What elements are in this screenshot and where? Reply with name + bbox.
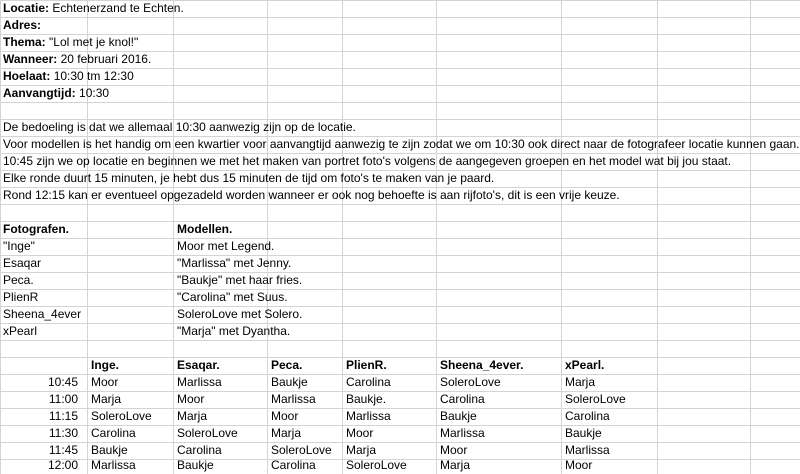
fotograaf-cell[interactable]: PlienR [3, 290, 39, 304]
schedule-cell[interactable]: Marja [346, 443, 377, 457]
schedule-cell[interactable]: Marlissa [91, 458, 136, 472]
thema-value: "Lol met je knol!" [49, 35, 139, 49]
schedule-cell[interactable]: Baukje. [346, 392, 387, 406]
schedule-cell[interactable]: Carolina [565, 409, 610, 423]
schedule-cell[interactable]: SoleroLove [565, 392, 626, 406]
schedule-cell[interactable]: Baukje [440, 409, 477, 423]
schedule-cell[interactable]: Moor [91, 375, 119, 389]
schedule-cell[interactable]: Marja [440, 458, 471, 472]
fotograaf-cell[interactable]: Sheena_4ever [3, 307, 82, 321]
fotografen-header[interactable]: Fotografen. [3, 222, 69, 236]
aanvangtijd-label: Aanvangtijd: [3, 86, 76, 100]
schedule-column-header[interactable]: Esaqar. [177, 358, 220, 372]
grid-line [750, 0, 751, 474]
schedule-cell[interactable]: Carolina [346, 375, 391, 389]
cell-aanvangtijd[interactable] [3, 85, 109, 102]
model-cell[interactable]: SoleroLove met Solero. [177, 307, 303, 321]
schedule-cell[interactable]: Baukje [271, 375, 308, 389]
schedule-column-header[interactable]: PlienR. [346, 358, 387, 372]
grid-line [436, 0, 437, 474]
wanneer-value: 20 februari 2016. [60, 52, 152, 66]
schedule-cell[interactable]: Marja [177, 409, 208, 423]
grid-line [173, 0, 174, 474]
model-cell[interactable]: "Baukje" met haar fries. [177, 273, 303, 287]
thema-label: Thema: [3, 35, 46, 49]
cell-wanneer[interactable] [3, 51, 151, 68]
grid-line [561, 0, 562, 474]
wanneer-label: Wanneer: [3, 52, 58, 66]
model-cell[interactable]: "Marlissa" met Jenny. [177, 256, 292, 270]
hoelaat-value: 10:30 tm 12:30 [53, 69, 134, 83]
schedule-cell[interactable]: Baukje [177, 458, 214, 472]
cell-hoelaat[interactable] [3, 68, 134, 85]
grid-line [657, 0, 658, 474]
locatie-value: Echtenerzand te Echten. [52, 1, 184, 15]
schedule-time[interactable]: 11:15 [48, 409, 78, 423]
schedule-cell[interactable]: Baukje [565, 426, 602, 440]
cell-thema[interactable] [3, 34, 138, 51]
adres-label: Adres: [3, 18, 42, 32]
grid-line [342, 0, 343, 474]
schedule-column-header[interactable]: Peca. [271, 358, 303, 372]
schedule-cell[interactable]: Marja [91, 392, 122, 406]
schedule-column-header[interactable]: xPearl. [565, 358, 605, 372]
schedule-cell[interactable]: Moor [565, 458, 593, 472]
schedule-time[interactable]: 11:45 [48, 443, 78, 457]
schedule-time[interactable]: 12:00 [47, 458, 78, 472]
schedule-cell[interactable]: Carolina [91, 426, 136, 440]
modellen-header[interactable]: Modellen. [177, 222, 233, 236]
schedule-cell[interactable]: Carolina [440, 392, 485, 406]
schedule-cell[interactable]: Carolina [177, 443, 222, 457]
schedule-cell[interactable]: SoleroLove [177, 426, 238, 440]
cell-locatie[interactable] [3, 0, 184, 17]
schedule-cell[interactable]: Moor [346, 426, 374, 440]
fotograaf-cell[interactable]: Peca. [3, 273, 34, 287]
fotograaf-cell[interactable]: xPearl [3, 324, 38, 338]
schedule-cell[interactable]: Marja [565, 375, 596, 389]
schedule-column-header[interactable]: Inge. [91, 358, 120, 372]
paragraph-3[interactable]: 10:45 zijn we op locatie en beginnen we met het maken van portret foto's volgens de aangegeven groepen en het model wat bij jou staat. [3, 154, 732, 168]
paragraph-1[interactable]: De bedoeling is dat we allemaal 10:30 aanwezig zijn op de locatie. [3, 120, 356, 134]
schedule-time[interactable]: 10:45 [47, 375, 78, 389]
schedule-cell[interactable]: Marlissa [440, 426, 485, 440]
schedule-cell[interactable]: Marlissa [565, 443, 610, 457]
schedule-cell[interactable]: Moor [271, 409, 299, 423]
grid-line [267, 0, 268, 474]
schedule-cell[interactable]: Carolina [271, 458, 316, 472]
schedule-cell[interactable]: Moor [440, 443, 468, 457]
schedule-cell[interactable]: SoleroLove [91, 409, 152, 423]
schedule-cell[interactable]: Moor [177, 392, 205, 406]
cell-adres[interactable] [3, 17, 41, 34]
paragraph-4[interactable]: Elke ronde duurt 15 minuten, je hebt dus 15 minuten de tijd om foto's te maken van je paard. [3, 171, 495, 185]
locatie-label: Locatie: [3, 1, 50, 15]
schedule-column-header[interactable]: Sheena_4ever. [440, 358, 524, 372]
schedule-cell[interactable]: Marlissa [177, 375, 222, 389]
model-cell[interactable]: "Carolina" met Suus. [177, 290, 288, 304]
schedule-cell[interactable]: Marlissa [346, 409, 391, 423]
hoelaat-label: Hoelaat: [3, 69, 51, 83]
model-cell[interactable]: Moor met Legend. [177, 239, 275, 253]
fotograaf-cell[interactable]: "Inge" [3, 239, 35, 253]
schedule-cell[interactable]: SoleroLove [271, 443, 332, 457]
aanvangtijd-value: 10:30 [79, 86, 110, 100]
paragraph-5[interactable]: Rond 12:15 kan er eventueel opgezadeld worden wanneer er ook nog behoefte is aan rijfoto's, dit is een vrije keuze. [3, 188, 620, 202]
schedule-cell[interactable]: Marlissa [271, 392, 316, 406]
model-cell[interactable]: "Marja" met Dyantha. [177, 324, 291, 338]
paragraph-2[interactable]: Voor modellen is het handig om een kwartier voor aanvangtijd aanwezig te zijn zodat we om 10:30 ook direct naar de fotografeer locatie kunnen gaan. [3, 137, 800, 151]
schedule-time[interactable]: 11:30 [48, 426, 78, 440]
schedule-cell[interactable]: SoleroLove [440, 375, 501, 389]
schedule-cell[interactable]: Marja [271, 426, 302, 440]
schedule-cell[interactable]: SoleroLove [346, 458, 407, 472]
schedule-cell[interactable]: Baukje [91, 443, 128, 457]
schedule-time[interactable]: 11:00 [48, 392, 78, 406]
fotograaf-cell[interactable]: Esaqar [3, 256, 42, 270]
